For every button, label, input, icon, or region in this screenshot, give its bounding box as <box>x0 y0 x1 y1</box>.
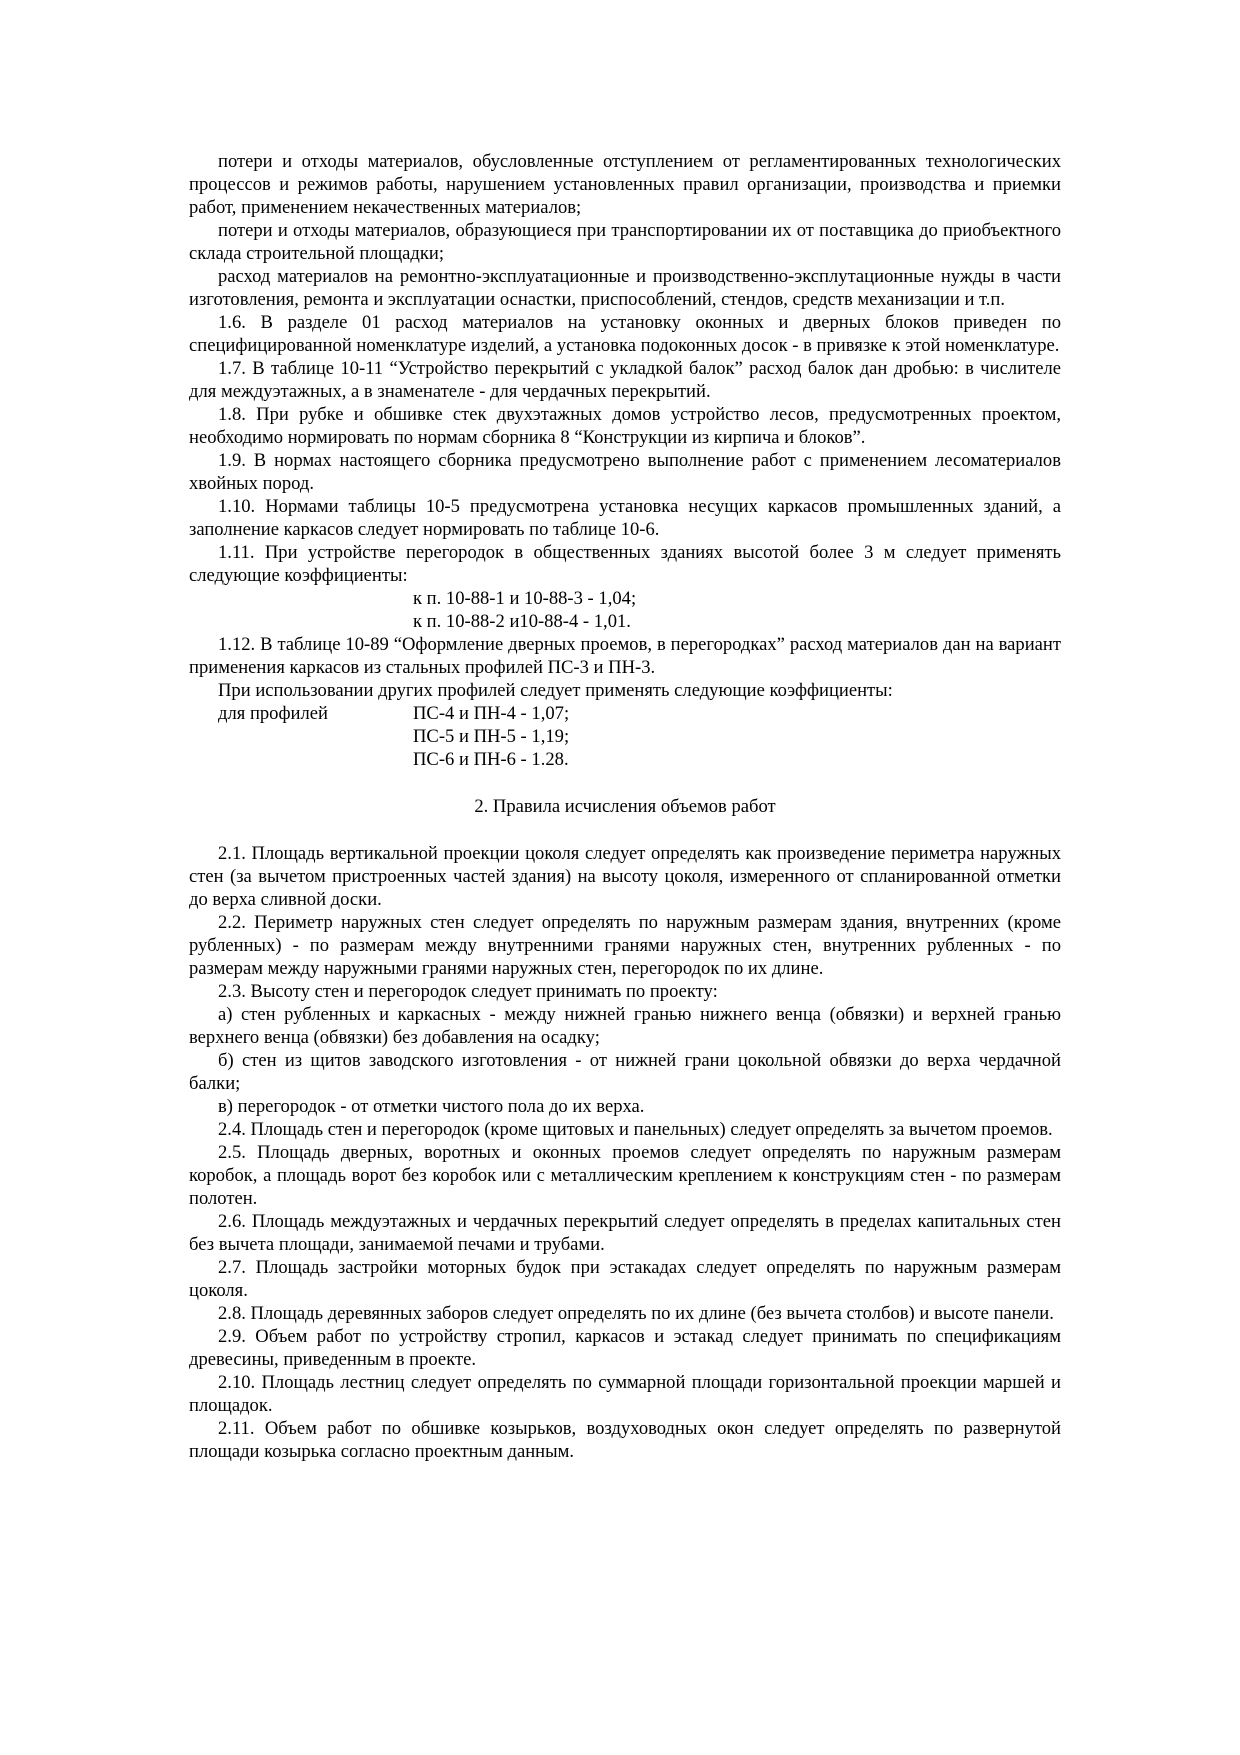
paragraph-2-4: 2.4. Площадь стен и перегородок (кроме щитовых и панельных) следует определять за вычетом проемов. <box>218 1119 1053 1140</box>
paragraph-2-3-a: а) стен рубленных и каркасных - между нижней гранью нижнего венца (обвязки) и верхней гранью верхнего венца (обвязки) без добавления на осадку; <box>189 1004 1061 1048</box>
paragraph-2-3-v: в) перегородок - от отметки чистого пола до их верха. <box>218 1096 645 1117</box>
paragraph-1-11: 1.11. При устройстве перегородок в общественных зданиях высотой более 3 м следует применять следующие коэффициенты: <box>189 542 1061 586</box>
document-page <box>189 150 1061 1463</box>
paragraph-2-10: 2.10. Площадь лестниц следует определять по суммарной площади горизонтальной проекции маршей и площадок. <box>189 1372 1061 1416</box>
paragraph-1-10: 1.10. Нормами таблицы 10-5 предусмотрена установка несущих каркасов промышленных зданий, а заполнение каркасов следует нормировать по таблице 10-6. <box>189 496 1061 540</box>
paragraph-2-1: 2.1. Площадь вертикальной проекции цоколя следует определять как произведение периметра наружных стен (за вычетом пристроенных частей здания) на высоту цоколя, измеренного от спланированной отметки до верха сливной доски. <box>189 843 1061 910</box>
profile-coefficient: ПС-6 и ПН-6 - 1.28. <box>413 749 569 770</box>
paragraph-2-8: 2.8. Площадь деревянных заборов следует определять по их длине (без вычета столбов) и высоте панели. <box>218 1303 1054 1324</box>
paragraph-2-3: 2.3. Высоту стен и перегородок следует принимать по проекту: <box>218 981 718 1002</box>
paragraph-maintenance-needs: расход материалов на ремонтно-эксплуатационные и производственно-эксплутационные нужды в части изготовления, ремонта и эксплуатации оснастки, приспособлений, стендов, средств механизации и т.п. <box>189 266 1061 310</box>
coefficient-line: к п. 10-88-2 и10-88-4 - 1,01. <box>413 611 631 632</box>
paragraph-2-9: 2.9. Объем работ по устройству стропил, каркасов и эстакад следует принимать по спецификациям древесины, приведенным в проекте. <box>189 1326 1061 1370</box>
paragraph-losses-transport: потери и отходы материалов, образующиеся при транспортировании их от поставщика до приобъектного склада строительной площадки; <box>189 220 1061 264</box>
paragraph-1-12: 1.12. В таблице 10-89 “Оформление дверных проемов, в перегородках” расход материалов дан на вариант применения каркасов из стальных профилей ПС-3 и ПН-3. <box>189 634 1061 678</box>
profile-coefficient: ПС-4 и ПН-4 - 1,07; <box>413 703 570 724</box>
paragraph-2-11: 2.11. Объем работ по обшивке козырьков, воздуховодных окон следует определять по развернутой площади козырька согласно проектным данным. <box>189 1418 1061 1462</box>
paragraph-2-7: 2.7. Площадь застройки моторных будок при эстакадах следует определять по наружным размерам цоколя. <box>189 1257 1061 1301</box>
paragraph-2-5: 2.5. Площадь дверных, воротных и оконных проемов следует определять по наружным размерам коробок, а площадь ворот без коробок или с металлическим креплением к конструкциям стен - по размерам полотен. <box>189 1142 1061 1209</box>
paragraph-2-2: 2.2. Периметр наружных стен следует определять по наружным размерам здания, внутренних (кроме рубленных) - по размерам между внутренними гранями наружных стен, внутренних рубленных - по размерам между наружными гранями наружных стен, перегородок по их длине. <box>189 912 1061 979</box>
paragraph-losses-deviation: потери и отходы материалов, обусловленные отступлением от регламентированных технологических процессов и режимов работы, нарушением установленных правил организации, производства и приемки работ, применением некачественных материалов; <box>189 151 1061 218</box>
section-heading: 2. Правила исчисления объемов работ <box>474 796 776 817</box>
paragraph-2-3-b: б) стен из щитов заводского изготовления - от нижней грани цокольной обвязки до верха чердачной балки; <box>189 1050 1061 1094</box>
paragraph-1-8: 1.8. При рубке и обшивке стек двухэтажных домов устройство лесов, предусмотренных проектом, необходимо нормировать по нормам сборника 8 “Конструкции из кирпича и блоков”. <box>189 404 1061 448</box>
profile-coefficient-row <box>189 725 1061 748</box>
profile-coefficient-row <box>189 748 1061 771</box>
paragraph-1-6: 1.6. В разделе 01 расход материалов на установку оконных и дверных блоков приведен по специфицированной номенклатуре изделий, а установка подоконных досок - в привязке к этой номенклатуре. <box>189 312 1061 356</box>
paragraph-1-7: 1.7. В таблице 10-11 “Устройство перекрытий с укладкой балок” расход балок дан дробью: в числителе для междуэтажных, а в знаменателе - для чердачных перекрытий. <box>189 358 1061 402</box>
paragraph-1-9: 1.9. В нормах настоящего сборника предусмотрено выполнение работ с применением лесоматериалов хвойных пород. <box>189 450 1061 494</box>
profiles-label: для профилей <box>218 703 328 724</box>
profile-coefficient-row <box>189 702 1061 725</box>
coefficient-line: к п. 10-88-1 и 10-88-3 - 1,04; <box>413 588 637 609</box>
paragraph-2-6: 2.6. Площадь междуэтажных и чердачных перекрытий следует определять в пределах капитальных стен без вычета площади, занимаемой печами и трубами. <box>189 1211 1061 1255</box>
paragraph-other-profiles: При использовании других профилей следует применять следующие коэффициенты: <box>218 680 893 701</box>
profile-coefficient: ПС-5 и ПН-5 - 1,19; <box>413 726 570 747</box>
